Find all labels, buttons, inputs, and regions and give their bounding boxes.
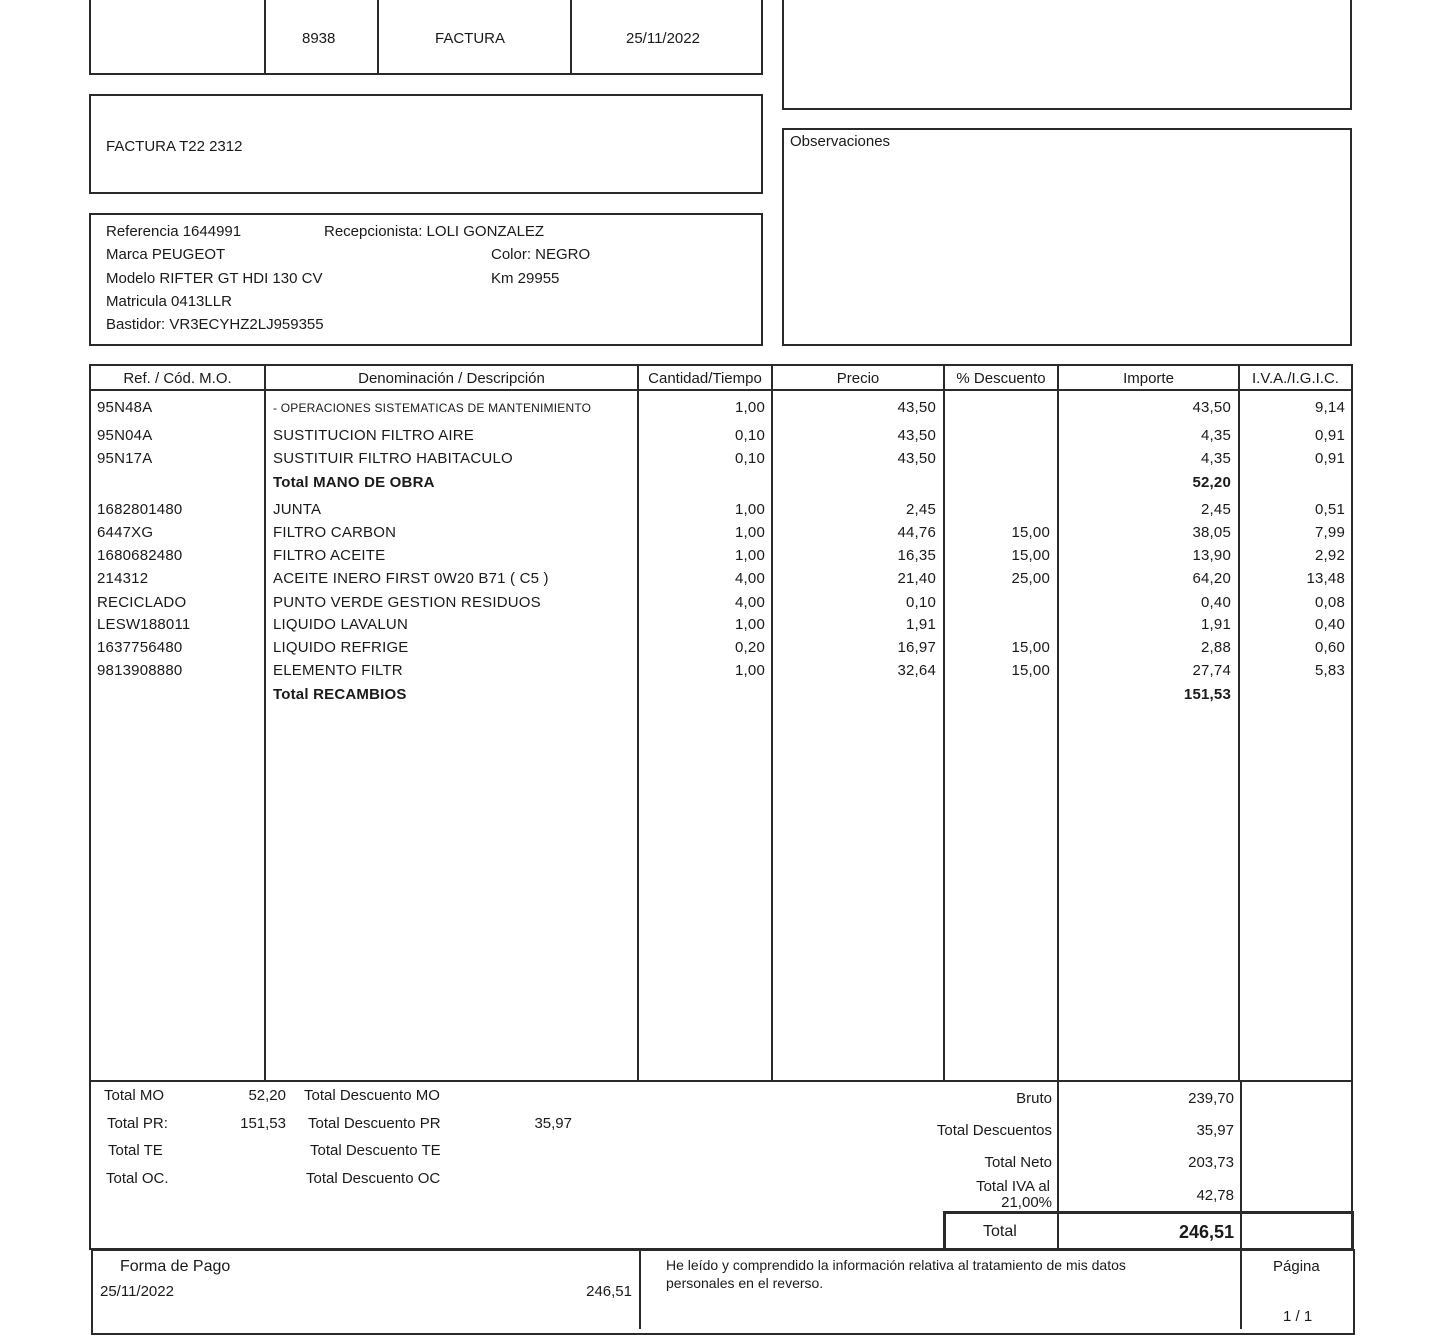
header-qty: Cantidad/Tiempo xyxy=(648,370,762,387)
total-pr-label: Total PR: xyxy=(107,1115,168,1132)
vehicle-color: Color: NEGRO xyxy=(491,246,591,263)
vehicle-km: Km 29955 xyxy=(491,270,560,287)
pagina-label: Página xyxy=(1273,1258,1320,1275)
cell-disc: 15,00 xyxy=(1011,524,1050,541)
cell-ref: 9813908880 xyxy=(97,662,183,679)
cell-desc: SUSTITUCION FILTRO AIRE xyxy=(273,427,475,444)
cell-amount: 0,40 xyxy=(1201,594,1231,611)
total-iva-label-1: Total IVA al xyxy=(976,1178,1050,1195)
cell-desc: FILTRO ACEITE xyxy=(273,547,386,564)
total-desc-te-label: Total Descuento TE xyxy=(310,1142,441,1159)
vehicle-marca: Marca PEUGEOT xyxy=(106,246,226,263)
top-divider-3 xyxy=(570,0,572,74)
cell-desc: PUNTO VERDE GESTION RESIDUOS xyxy=(273,594,541,611)
cell-qty: 1,00 xyxy=(735,399,765,416)
cell-iva: 0,91 xyxy=(1315,450,1345,467)
footer-divider-1 xyxy=(639,1249,641,1329)
cell-amount: 43,50 xyxy=(1192,399,1231,416)
cell-qty: 0,10 xyxy=(735,427,765,444)
cell-disc: 15,00 xyxy=(1011,547,1050,564)
cell-desc: ELEMENTO FILTR xyxy=(273,662,403,679)
items-header-line xyxy=(89,389,1353,391)
cell-amount: 27,74 xyxy=(1192,662,1231,679)
forma-pago-label: Forma de Pago xyxy=(120,1258,231,1275)
cell-desc: SUSTITUIR FILTRO HABITACULO xyxy=(273,450,513,467)
col-divider-desc xyxy=(637,364,639,1080)
cell-ref: 1637756480 xyxy=(97,639,183,656)
grand-total-divider-1 xyxy=(1057,1212,1059,1249)
total-iva-value: 42,78 xyxy=(1196,1187,1234,1204)
cell-ref: 1682801480 xyxy=(97,501,183,518)
cell-iva: 0,40 xyxy=(1315,616,1345,633)
cell-iva: 5,83 xyxy=(1315,662,1345,679)
cell-price: 21,40 xyxy=(897,570,936,587)
cell-ref: 95N04A xyxy=(97,427,153,444)
total-desc-mo-label: Total Descuento MO xyxy=(304,1087,440,1104)
col-divider-price xyxy=(943,364,945,1080)
privacy-notice-line1: He leído y comprendido la información relativa al tratamiento de mis datos xyxy=(666,1257,1126,1273)
cell-price: 2,45 xyxy=(906,501,936,518)
invoice-title: FACTURA T22 2312 xyxy=(106,138,243,155)
cell-amount: 4,35 xyxy=(1201,450,1231,467)
cell-ref: 6447XG xyxy=(97,524,154,541)
totals-divider-iva xyxy=(1240,1080,1242,1212)
total-mo-value: 52,20 xyxy=(248,1087,286,1104)
header-iva: I.V.A./I.G.I.C. xyxy=(1252,370,1339,387)
cell-disc: 15,00 xyxy=(1011,662,1050,679)
cell-ref: 214312 xyxy=(97,570,149,587)
cell-desc: JUNTA xyxy=(273,501,322,518)
cell-desc: LIQUIDO LAVALUN xyxy=(273,616,408,633)
col-divider-disc xyxy=(1057,364,1059,1080)
doc-date: 25/11/2022 xyxy=(626,30,700,47)
cell-qty: 1,00 xyxy=(735,662,765,679)
cell-price: 44,76 xyxy=(897,524,936,541)
cell-amount: 151,53 xyxy=(1183,686,1231,703)
pagina-value: 1 / 1 xyxy=(1283,1308,1313,1325)
cell-iva: 0,91 xyxy=(1315,427,1345,444)
total-oc-label: Total OC. xyxy=(106,1170,169,1187)
total-pr-value: 151,53 xyxy=(240,1115,286,1132)
total-descuentos-value: 35,97 xyxy=(1196,1122,1234,1139)
doc-number: 8938 xyxy=(302,30,336,47)
cell-desc: FILTRO CARBON xyxy=(273,524,397,541)
cell-amount: 13,90 xyxy=(1192,547,1231,564)
total-iva-label-2: 21,00% xyxy=(1001,1194,1052,1211)
total-desc-pr-value: 35,97 xyxy=(534,1115,572,1132)
col-divider-ref xyxy=(264,364,266,1080)
cell-qty: 4,00 xyxy=(735,570,765,587)
vehicle-modelo: Modelo RIFTER GT HDI 130 CV xyxy=(106,270,323,287)
grand-total-label: Total xyxy=(983,1223,1017,1240)
cell-desc: ACEITE INERO FIRST 0W20 B71 ( C5 ) xyxy=(273,570,549,587)
vehicle-recepcionista: Recepcionista: LOLI GONZALEZ xyxy=(324,223,545,240)
cell-disc: 25,00 xyxy=(1011,570,1050,587)
col-divider-qty xyxy=(771,364,773,1080)
cell-price: 1,91 xyxy=(906,616,936,633)
total-mo-label: Total MO xyxy=(104,1087,165,1104)
pago-date: 25/11/2022 xyxy=(100,1283,174,1300)
header-amount: Importe xyxy=(1123,370,1174,387)
cell-amount: 4,35 xyxy=(1201,427,1231,444)
top-divider-2 xyxy=(377,0,379,74)
bruto-label: Bruto xyxy=(1016,1090,1052,1107)
total-neto-label: Total Neto xyxy=(984,1154,1052,1171)
cell-iva: 13,48 xyxy=(1306,570,1345,587)
total-desc-oc-label: Total Descuento OC xyxy=(306,1170,441,1187)
cell-desc: Total MANO DE OBRA xyxy=(273,474,435,491)
total-neto-value: 203,73 xyxy=(1188,1154,1234,1171)
cell-iva: 0,60 xyxy=(1315,639,1345,656)
col-divider-amount xyxy=(1238,364,1240,1080)
cell-disc: 15,00 xyxy=(1011,639,1050,656)
pago-amount: 246,51 xyxy=(586,1283,632,1300)
total-descuentos-label: Total Descuentos xyxy=(936,1122,1052,1139)
vehicle-bastidor: Bastidor: VR3ECYHZ2LJ959355 xyxy=(106,316,324,333)
observaciones-label: Observaciones xyxy=(790,133,891,150)
cell-price: 32,64 xyxy=(897,662,936,679)
items-table xyxy=(89,364,1353,1082)
bruto-value: 239,70 xyxy=(1188,1090,1234,1107)
cell-desc: Total RECAMBIOS xyxy=(273,686,407,703)
cell-price: 43,50 xyxy=(897,427,936,444)
total-desc-pr-label: Total Descuento PR xyxy=(308,1115,441,1132)
cell-ref: 95N48A xyxy=(97,399,153,416)
doc-type: FACTURA xyxy=(435,30,506,47)
cell-price: 0,10 xyxy=(906,594,936,611)
grand-total-divider-2 xyxy=(1240,1212,1242,1249)
cell-qty: 1,00 xyxy=(735,524,765,541)
cell-iva: 7,99 xyxy=(1315,524,1345,541)
top-divider-1 xyxy=(264,0,266,74)
cell-price: 16,97 xyxy=(897,639,936,656)
vehicle-referencia: Referencia 1644991 xyxy=(106,223,242,240)
cell-desc: - OPERACIONES SISTEMATICAS DE MANTENIMIENTO xyxy=(273,401,592,415)
cell-iva: 0,08 xyxy=(1315,594,1345,611)
cell-qty: 1,00 xyxy=(735,616,765,633)
cell-ref: 95N17A xyxy=(97,450,153,467)
cell-price: 43,50 xyxy=(897,399,936,416)
cell-amount: 52,20 xyxy=(1192,474,1231,491)
cell-price: 16,35 xyxy=(897,547,936,564)
total-te-label: Total TE xyxy=(108,1142,163,1159)
cell-ref: LESW188011 xyxy=(97,616,191,633)
footer-divider-2 xyxy=(1240,1249,1242,1329)
observaciones-box xyxy=(782,128,1352,346)
cell-desc: LIQUIDO REFRIGE xyxy=(273,639,409,656)
cell-qty: 1,00 xyxy=(735,547,765,564)
header-desc: Denominación / Descripción xyxy=(358,370,545,387)
vehicle-matricula: Matricula 0413LLR xyxy=(106,293,232,310)
cell-ref: RECICLADO xyxy=(97,594,187,611)
cell-qty: 1,00 xyxy=(735,501,765,518)
top-right-box xyxy=(782,0,1352,110)
cell-amount: 38,05 xyxy=(1192,524,1231,541)
cell-amount: 2,45 xyxy=(1201,501,1231,518)
totals-divider-amount xyxy=(1057,1080,1059,1212)
cell-iva: 9,14 xyxy=(1315,399,1345,416)
header-disc: % Descuento xyxy=(956,370,1046,387)
cell-amount: 1,91 xyxy=(1201,616,1231,633)
privacy-notice-line2: personales en el reverso. xyxy=(666,1275,824,1291)
cell-price: 43,50 xyxy=(897,450,936,467)
cell-qty: 4,00 xyxy=(735,594,765,611)
header-price: Precio xyxy=(836,370,880,387)
cell-ref: 1680682480 xyxy=(97,547,183,564)
cell-iva: 0,51 xyxy=(1315,501,1345,518)
grand-total-value: 246,51 xyxy=(1178,1222,1234,1242)
cell-amount: 64,20 xyxy=(1192,570,1231,587)
cell-qty: 0,10 xyxy=(735,450,765,467)
cell-amount: 2,88 xyxy=(1201,639,1231,656)
cell-iva: 2,92 xyxy=(1315,547,1345,564)
cell-qty: 0,20 xyxy=(735,639,765,656)
header-ref: Ref. / Cód. M.O. xyxy=(123,370,232,387)
